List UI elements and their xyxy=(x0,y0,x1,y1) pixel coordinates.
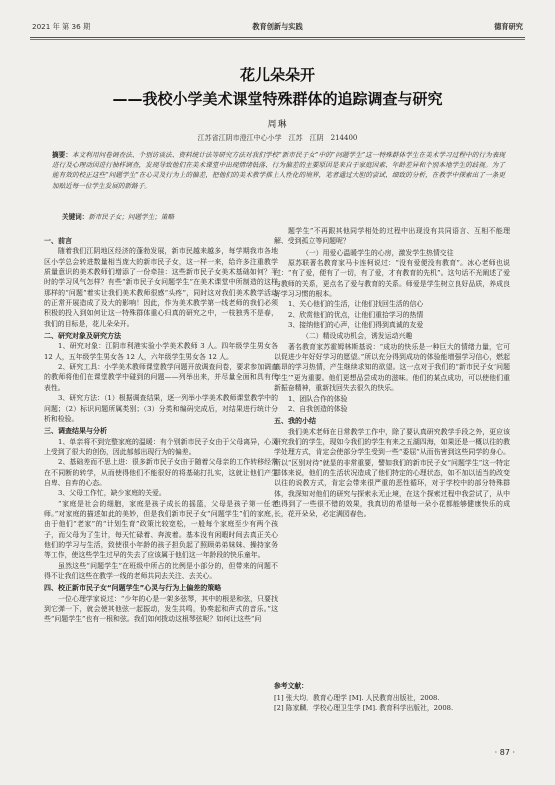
issue-label: 2021 年 第 36 期 xyxy=(32,22,91,31)
body-paragraph: 3、研究方法：（1）根据调查结果，逐一列举小学美术教师课堂教学中的问题；（2）标识问题所属类别；（3）分类和编码完成后，对结果进行统计分析和检验。 xyxy=(44,394,278,423)
body-paragraph: 2、自我创造的体验 xyxy=(288,404,348,413)
journal-name: 教育创新与实践 xyxy=(252,22,303,31)
reference-item: [2] 陈家麟．学校心理卫生学 [M]. 教育科学出版社，2008. xyxy=(274,704,454,712)
section-heading: 一、前言 xyxy=(44,237,72,245)
body-paragraph: 1、单亲将不到完整家庭的温暖：有个别新市民子女由于父母离异，心灵上受到了很大的创伤，因此郁郁出现行为的偏差。 xyxy=(44,437,278,456)
article-title: 花儿朵朵开 xyxy=(239,66,315,84)
section-label: 德育研究 xyxy=(494,22,523,31)
abstract xyxy=(52,150,505,191)
references xyxy=(274,681,510,713)
body-paragraph: 题学生”不再跟其他同学相处的过程中出现没有共同语言、互相不能理解、受到孤立等问题呢？ xyxy=(274,227,510,246)
reference-item: [1] 张大均．教育心理学 [M]. 人民教育出版社，2008. xyxy=(274,694,440,702)
header-rule-thin xyxy=(30,39,525,40)
references-heading: 参考文献： xyxy=(274,682,308,690)
abstract-text: 本文利用问卷调查法、个别访谈法、资料统计法等研究方法对我们学校“新市民子女”中的“问题学生”这一特殊群体学生在美术学习过程中的行为表现进行及心理动因进行抽样调查，发现导致他们在美术课堂中出现情绪低落、行为偏差的主要原因是来自于家庭因素、年龄差异和个别本地学生的歧视。为了能有效的校正这些“问题学生”在心灵及行为上的偏差，把他们的美术教学推上人性化的境界，笔者通过大胆的尝试、细致的分析，在教学中探索出了一条更加贴近每一位学生发展的新路子。 xyxy=(52,151,506,190)
section-heading: 二、研究对象及研究方法 xyxy=(44,332,121,341)
author-name: 周琳 xyxy=(267,120,288,130)
section-heading: 五、我的小结 xyxy=(274,417,316,426)
page-number: · 87 · xyxy=(494,748,515,757)
section-heading: （一）用爱心温暖学生的心房，激发学生热情交往 xyxy=(302,248,454,257)
body-column-left xyxy=(44,234,278,730)
body-paragraph: 虽然这些“问题学生”在班级中所占的比例是小部分的，但带来的问题不得不让我们这些在教学一线的老师共同去关注、去关心。 xyxy=(44,561,278,580)
body-paragraph: 2、基础差而不思上进：很多新市民子女由于随着父母亲的工作转移经常在不同断的转学，从而使得他们不能很好的将基础打扎实，这就让他们产生自卑、自弃的心态。 xyxy=(44,458,278,487)
body-paragraph: 原苏联著名教育家马卡连柯说过：“没有爱便没有教育”。冰心老师也说过：“有了爱，便有了一切，有了爱，才有教育的先机”。这句话不光阐述了爱与教师的关系，更点名了爱与教育的关系。师爱是学生树立良好品质，养成良好学习习惯的根本。 xyxy=(274,259,510,299)
body-paragraph: 2、研究工具：小学美术教师课堂教学问题开放调查问卷，要求参加调查的教师将他们在课堂教学中碰到的问题——列举出来，并尽量全面和具有代表性。 xyxy=(44,363,278,392)
body-paragraph: 3、父母工作忙，缺少家庭的关爱。 xyxy=(58,489,166,498)
section-heading: 三、调查结果与分析 xyxy=(44,427,107,436)
keywords-label: 关键词： xyxy=(62,213,89,221)
keywords-text: 新市民子女；问题学生；策略 xyxy=(88,213,175,221)
author-affiliation: 江苏省江阴市澄江中心小学 江苏 江阴 214400 xyxy=(197,134,358,142)
body-column-right xyxy=(274,226,510,576)
header-rule xyxy=(30,37,525,38)
body-paragraph: “家庭是社会的细胞，家庭是孩子成长的摇篮，父母是孩子第一任老师。”对家庭的描述如此的美妙，但是我们新市民子女“问题学生”们的家庭，由于他们“老家”的“计划生育”政策比较宽松，一般每个家庭至少有两个孩子，而父母为了生计，每天忙碌着、奔波着。基本没有闲暇时间去真正关心他们的学习与生活，致使很小年龄的孩子担负起了照顾弟弟妹妹、操持家务等工作，使这些学生过早的失去了应该属于他们这一年龄段的快乐童年。 xyxy=(44,499,278,560)
body-paragraph: 我们美术老师在日常教学工作中，除了要认真研究教学手段之外，更应该研究我们的学生，现如今我们的学生有来之五湖四海，如果还是一概以往的教学处理方式，肯定会使部分学生受到一些“委屈”从而伤害到这些同学的身心。所以“区别对待”就显的非常重要，譬如我们的新市民子女“问题学生”这一特定群体来说，他们的生活状况造成了他们特定的心理状态，如不加以适当的改变以往的说教方式，肯定会带来很严重的恶性循环，对于学校中的部分特殊群体，我深知对他们的研究与探索永无止境，在这个探索过程中我尝试了，从中也得到了一些很不错的效果，我真切的希望每一朵小花都能够健康快乐的成长，花开朵朵，必定满园春色。 xyxy=(274,427,510,519)
body-paragraph: 随着我们江阴地区经济的蓬勃发展，新市民越来越多，每学期我市各地区小学总会转进数量相当庞大的新市民子女，这一样一来，给许多注重教学质量意识的美术教师们增添了一份牵挂：这些新市民子女美术基础如何？平时的学习风气怎样？有些“新市民子女问题学生”在美术课堂中所制造的这样那样的“问题”着实让我们美术教师很感“头疼”，同时这对我们美术教学活动的正常开展造成了及大的影响！因此，作为美术教学第一线老师的我们必须积极的投入到如何让这一特殊群体重心归真的研究之中，一枝独秀不是春，我们的目标是，花儿朵朵开。 xyxy=(44,247,278,328)
body-paragraph: 2、欣赏他们的优点，让他们重拾学习的热情 xyxy=(288,310,424,319)
section-heading: （二）精设成功机会，诱发运动兴趣 xyxy=(302,332,413,341)
body-paragraph: 1、团队合作的体验 xyxy=(288,394,348,403)
section-heading: 四、校正新市民子女“问题学生”心灵与行为上偏差的策略 xyxy=(44,584,222,593)
body-paragraph: 1、关心他们的生活，让他们找回生活的信心 xyxy=(288,300,424,309)
keywords xyxy=(62,211,505,221)
body-paragraph: 一位心理学家说过：“少年的心是一架多弦琴，其中的根是和弦，只要找到它弹一下，就会使其他弦一起振动，发生共鸣，协奏起和声式的音乐。”这些“问题学生”也有一根和弦。我们如何拨动这根琴弦呢？如何让这些“问 xyxy=(44,594,278,624)
body-paragraph: 3、接纳他们的心声，让他们得到真诚的友爱 xyxy=(288,321,424,330)
abstract-label: 摘要： xyxy=(52,151,72,159)
article-subtitle: ——我校小学美术课堂特殊群体的追踪调查与研究 xyxy=(112,90,443,108)
body-paragraph: 1、研究对象：江阴市利港实验小学美术教师 3 人。四年级学生男女各 12 人，五年级学生男女各 12 人，六年级学生男女各 12 人。 xyxy=(44,342,278,361)
running-header xyxy=(32,22,523,36)
body-paragraph: 著名教育家苏霍姆林斯基说：“成功的快乐是一种巨大的情绪力量，它可以促进少年好好学习的愿望。”所以充分得到成功的体验能增强学习信心，燃起高昂的学习热情，产生继续求知的欲望。这一点对于我们的“新市民子女‘问题学生’”更为重要。他们更想品尝成功的滋味。他们的某点成功，可以使他们重新振奋精神，重新找回失去很久的快乐。 xyxy=(274,342,510,393)
